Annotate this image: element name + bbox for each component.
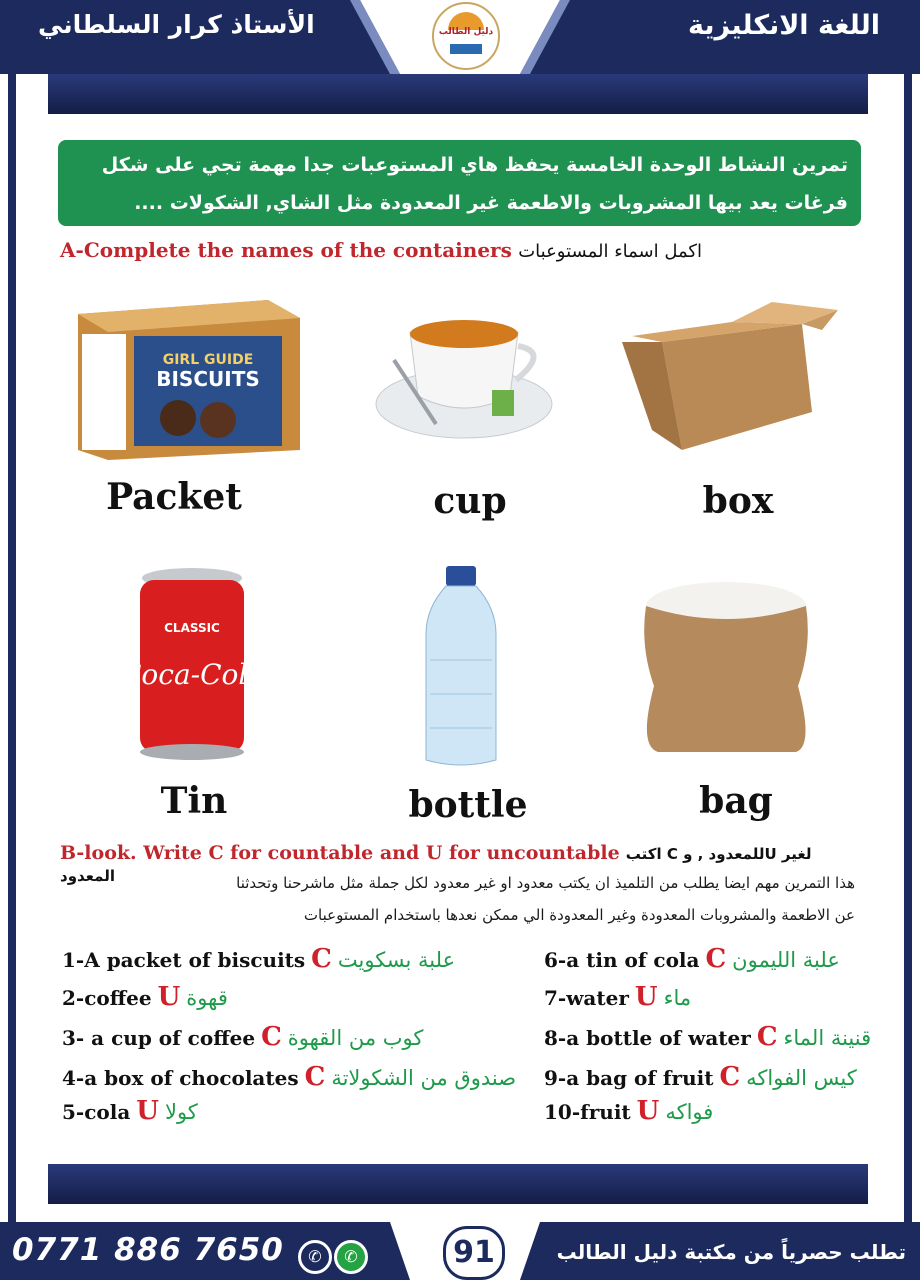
container-label-cup: cup <box>433 480 507 522</box>
item-translation: كيس الفواكه <box>746 1066 857 1090</box>
section-b-note-1: هذا التمرين مهم ايضا يطلب من التلميذ ان يكتب معدود او غير معدود لكل جملة مثل ماشرحنا وتحدثنا <box>236 874 855 892</box>
biscuits-packet-icon <box>78 300 303 460</box>
item-text: 3- a cup of coffee <box>62 1026 256 1050</box>
container-label-bottle: bottle <box>408 784 528 826</box>
item-answer: U <box>636 1096 660 1126</box>
page-number: 91 <box>443 1226 505 1280</box>
item-answer: U <box>136 1096 159 1126</box>
cardboard-box-icon <box>622 302 842 452</box>
section-b-title-en: B-look. Write C for countable and U for uncountable <box>60 842 620 864</box>
list-item <box>62 1062 516 1092</box>
logo-text: دليل الطالب <box>438 27 494 37</box>
tea-cup-icon <box>374 312 564 452</box>
list-item <box>544 1022 871 1052</box>
list-item <box>62 982 228 1012</box>
left-border <box>8 74 16 1224</box>
phone-icon: ✆ <box>298 1240 332 1274</box>
item-text: 9-a bag of fruit <box>544 1066 714 1090</box>
right-border <box>904 74 912 1224</box>
item-answer: U <box>634 982 658 1012</box>
section-a-title-en: A-Complete the names of the containers <box>60 238 512 262</box>
item-answer: C <box>719 1062 741 1092</box>
section-a-title-ar: اكمل اسماء المستوعبات <box>518 241 702 262</box>
water-bottle-icon <box>420 564 502 770</box>
item-translation: قهوة <box>186 986 228 1010</box>
list-item <box>62 944 455 974</box>
phone-number: 0771 886 7650 <box>12 1232 284 1268</box>
item-translation: علبة الليمون <box>732 948 840 972</box>
item-answer: C <box>304 1062 326 1092</box>
item-answer: C <box>261 1022 282 1052</box>
container-label-tin: Tin <box>160 780 228 822</box>
item-translation: قنينة الماء <box>783 1026 872 1050</box>
svg-text:BISCUITS: BISCUITS <box>156 367 260 391</box>
svg-text:CLASSIC: CLASSIC <box>164 621 220 635</box>
item-translation: كوب من القهوة <box>287 1026 424 1050</box>
item-answer: C <box>311 944 332 974</box>
item-text: 6-a tin of cola <box>544 948 700 972</box>
list-item <box>544 982 691 1012</box>
item-text: 2-coffee <box>62 986 152 1010</box>
item-translation: ماء <box>663 986 692 1010</box>
item-translation: صندوق من الشكولاتة <box>331 1066 517 1090</box>
container-label-box: box <box>702 480 774 522</box>
sack-bag-icon <box>636 576 816 758</box>
subject-title: اللغة الانكليزية <box>688 10 880 41</box>
section-b-note-2: عن الاطعمة والمشروبات المعدودة وغير المعدودة الي ممكن نعدها باستخدام المستوعبات <box>303 906 855 924</box>
item-answer: C <box>705 944 727 974</box>
item-text: 10-fruit <box>544 1100 631 1124</box>
top-band <box>48 74 868 114</box>
intro-text: تمرين النشاط الوحدة الخامسة يحفظ هاي المستوعبات جدا مهمة تجي على شكل فرغات يعد بيها المشروبات والاطعمة غير المعدودة مثل الشاي, الشكولات .... <box>101 154 848 214</box>
item-translation: علبة بسكويت <box>337 948 456 972</box>
item-translation: فواكه <box>665 1100 714 1124</box>
item-answer: C <box>756 1022 778 1052</box>
item-text: 8-a bottle of water <box>544 1026 751 1050</box>
whatsapp-icon: ✆ <box>334 1240 368 1274</box>
svg-text:Coca-Cola: Coca-Cola <box>119 658 265 691</box>
item-text: 4-a box of chocolates <box>62 1066 299 1090</box>
list-item <box>544 944 840 974</box>
cola-tin-icon <box>119 566 265 762</box>
list-item <box>544 1096 713 1126</box>
footer-tagline: تطلب حصرياً من مكتبة دليل الطالب <box>556 1240 906 1264</box>
list-item <box>544 1062 857 1092</box>
container-label-bag: bag <box>699 780 773 822</box>
list-item <box>62 1022 423 1052</box>
item-text: 7-water <box>544 986 629 1010</box>
item-answer: U <box>157 982 181 1012</box>
item-text: 1-A packet of biscuits <box>62 948 306 972</box>
bottom-band <box>48 1164 868 1204</box>
svg-text:GIRL GUIDE: GIRL GUIDE <box>162 352 254 368</box>
item-text: 5-cola <box>62 1100 131 1124</box>
teacher-name: الأستاذ كرار السلطاني <box>38 10 315 39</box>
item-translation: كولا <box>164 1100 198 1124</box>
list-item <box>62 1096 198 1126</box>
container-label-packet: Packet <box>106 476 242 518</box>
section-b-title-ar: اكتب C للمعدود , وU لغير المعدود <box>60 845 812 885</box>
section-a-heading <box>60 238 780 262</box>
